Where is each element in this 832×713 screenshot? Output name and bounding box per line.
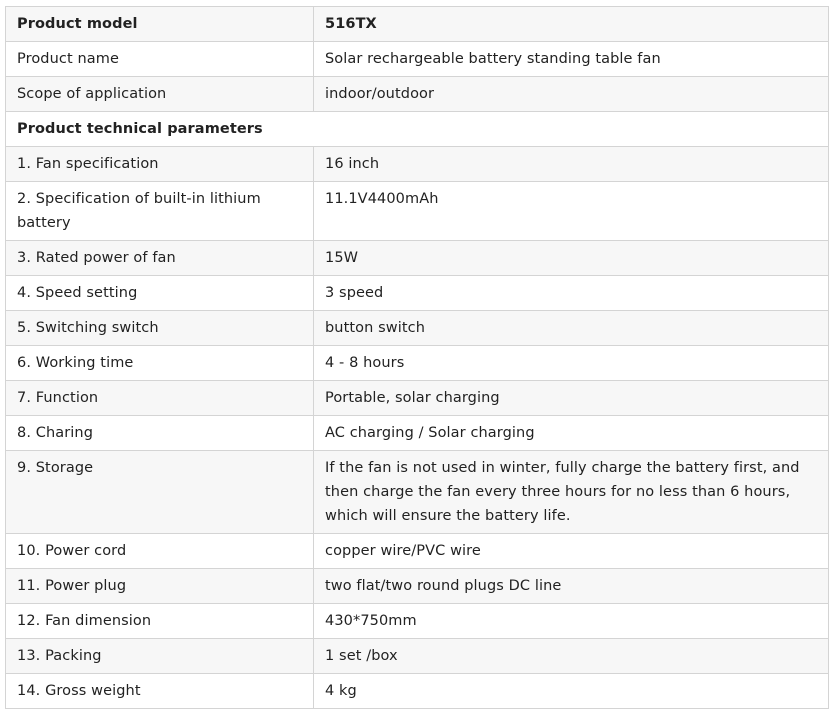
spec-label-cell: 7. Function [6,381,314,416]
table-row [6,42,829,77]
table-row [6,182,829,241]
table-row [6,311,829,346]
spec-label-cell: 12. Fan dimension [6,604,314,639]
spec-value-cell: 4 kg [314,674,829,709]
spec-value-cell: Solar rechargeable battery standing table fan [314,42,829,77]
table-row [6,451,829,534]
spec-label-cell: 2. Specification of built-in lithium battery [6,182,314,241]
table-row [6,674,829,709]
spec-label-cell: 1. Fan specification [6,147,314,182]
spec-value-cell: copper wire/PVC wire [314,534,829,569]
spec-label-cell: 6. Working time [6,346,314,381]
spec-label-cell: 11. Power plug [6,569,314,604]
spec-label-cell: 4. Speed setting [6,276,314,311]
table-row [6,241,829,276]
table-row [6,604,829,639]
table-row [6,77,829,112]
section-header-cell: Product technical parameters [6,112,829,147]
spec-value-cell: 4 - 8 hours [314,346,829,381]
spec-label-cell: 5. Switching switch [6,311,314,346]
table-row [6,7,829,42]
table-row [6,416,829,451]
spec-value-cell: 1 set /box [314,639,829,674]
spec-value-cell: two flat/two round plugs DC line [314,569,829,604]
spec-value-cell: 16 inch [314,147,829,182]
spec-label-cell: 13. Packing [6,639,314,674]
spec-label-cell: Product name [6,42,314,77]
table-row [6,147,829,182]
spec-label-cell: 10. Power cord [6,534,314,569]
table-row [6,346,829,381]
table-row [6,534,829,569]
table-row [6,639,829,674]
spec-label-cell: 3. Rated power of fan [6,241,314,276]
table-row [6,276,829,311]
product-spec-table [5,6,829,709]
spec-label-cell: 8. Charing [6,416,314,451]
spec-value-cell: Portable, solar charging [314,381,829,416]
spec-label-cell: Scope of application [6,77,314,112]
spec-value-cell: 15W [314,241,829,276]
spec-label-cell: Product model [6,7,314,42]
spec-value-cell: 3 speed [314,276,829,311]
spec-value-cell: indoor/outdoor [314,77,829,112]
spec-value-cell: 430*750mm [314,604,829,639]
table-section-header-row [6,112,829,147]
spec-table-body [6,7,829,709]
table-row [6,569,829,604]
spec-label-cell: 9. Storage [6,451,314,534]
spec-value-cell: 11.1V4400mAh [314,182,829,241]
table-row [6,381,829,416]
spec-value-cell: AC charging / Solar charging [314,416,829,451]
spec-label-cell: 14. Gross weight [6,674,314,709]
spec-value-cell: If the fan is not used in winter, fully charge the battery first, and then charge the fan every three hours for no less than 6 hours, which will ensure the battery life. [314,451,829,534]
spec-value-cell: 516TX [314,7,829,42]
spec-value-cell: button switch [314,311,829,346]
